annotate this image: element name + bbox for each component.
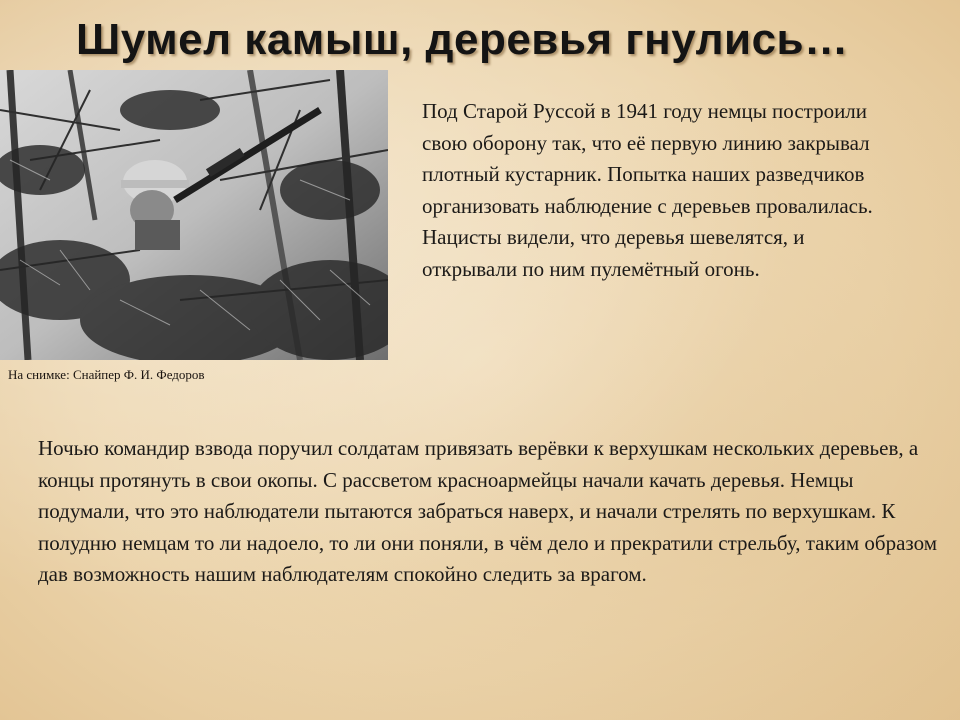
story-paragraph: Ночью командир взвода поручил солдатам привязать верёвки к верхушкам нескольких деревьев, а концы протянуть в свои окопы. С рассветом красноармейцы начали качать деревья. Немцы подумали, что это наблюдатели пытаются забраться наверх, и начали стрелять по верхушкам. К полудню немцам то ли надоело, то ли они поняли, в чём дело и прекратили стрельбу, таким образом дав возможность нашим наблюдателям спокойно следить за врагом. (38, 436, 937, 586)
intro-paragraph: Под Старой Руссой в 1941 году немцы построили свою оборону так, что её первую линию закрывал плотный кустарник. Попытка наших разведчиков организовать наблюдение с деревьев провалилась. Нацисты видели, что деревья шевелятся, и открывали по ним пулемётный огонь. (422, 99, 873, 281)
photo-caption: На снимке: Снайпер Ф. И. Федоров (8, 367, 205, 382)
sniper-photo (0, 70, 388, 360)
slide-title: Шумел камыш, деревья гнулись… (76, 15, 849, 64)
